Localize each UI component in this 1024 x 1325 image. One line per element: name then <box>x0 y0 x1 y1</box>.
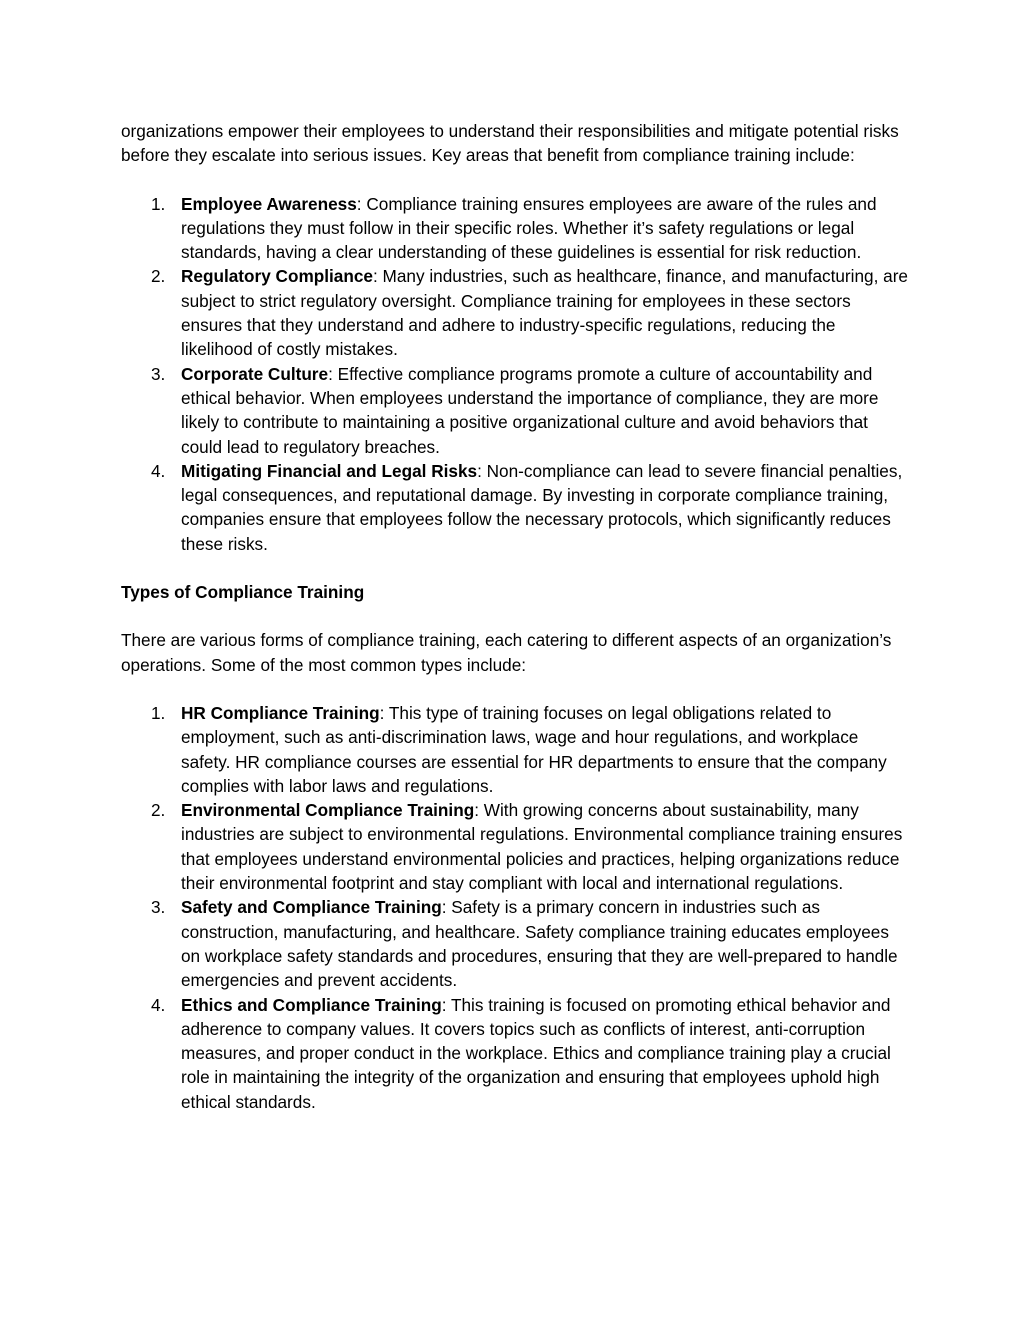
list-item-text: : Effective compliance programs promote a culture of accountability and ethical behavior. When employees understand the importance of compliance, they are more likely to contribute to maintaining a positive organizational culture and avoid behaviors that could lead to regulatory breaches. <box>181 363 879 457</box>
list-number: 2. <box>151 800 166 821</box>
list-item <box>121 701 911 798</box>
list-number: 4. <box>151 460 166 481</box>
list-item-text: : Safety is a primary concern in industries such as construction, manufacturing, and healthcare. Safety compliance training educates employees on workplace safety standards and procedures, ensuring that they are well-prepared to handle emergencies and prevent accidents. <box>181 897 898 991</box>
list-number: 3. <box>151 897 166 918</box>
list-item-text: : Many industries, such as healthcare, finance, and manufacturing, are subject to strict regulatory oversight. Compliance training for employees in these sectors ensures that they understand and adhere to industry-specific regulations, reducing the likelihood of costly mistakes. <box>181 266 908 360</box>
list-number: 2. <box>151 266 166 287</box>
list-item <box>121 895 911 992</box>
key-areas-list <box>121 192 911 556</box>
list-item-text: : With growing concerns about sustainability, many industries are subject to environmental regulations. Environmental compliance training ensures that employees understand environmental policies and practices, helping organizations reduce their environmental footprint and stay compliant with local and international regulations. <box>181 800 903 894</box>
section-paragraph: There are various forms of compliance training, each catering to different aspects of an organization’s operations. Some of the most common types include: <box>121 630 892 675</box>
list-item <box>121 264 911 361</box>
list-item-text: : Compliance training ensures employees are aware of the rules and regulations they must follow in their specific roles. Whether it’s safety regulations or legal standards, having a clear understanding of these guidelines is essential for risk reduction. <box>181 193 877 263</box>
list-number: 4. <box>151 994 166 1015</box>
list-number: 3. <box>151 363 166 384</box>
list-item-text: : Non-compliance can lead to severe financial penalties, legal consequences, and reputational damage. By investing in corporate compliance training, companies ensure that employees follow the necessary protocols, which significantly reduces these risks. <box>181 460 903 554</box>
intro-paragraph: organizations empower their employees to understand their responsibilities and mitigate potential risks before they escalate into serious issues. Key areas that benefit from compliance training include: <box>121 121 899 166</box>
list-item-term: Employee Awareness <box>181 193 357 214</box>
list-item-term: Environmental Compliance Training <box>181 800 475 821</box>
list-item-term: HR Compliance Training <box>181 702 380 723</box>
list-item <box>121 798 911 895</box>
list-item-text: : This training is focused on promoting ethical behavior and adherence to company values. It covers topics such as conflicts of interest, anti-corruption measures, and proper conduct in the workplace. Ethics and compliance training play a crucial role in maintaining the integrity of the organization and ensuring that employees uphold high ethical standards. <box>181 994 891 1112</box>
list-item-term: Mitigating Financial and Legal Risks <box>181 460 478 481</box>
list-item-term: Ethics and Compliance Training <box>181 994 442 1015</box>
document-page <box>121 119 911 1114</box>
list-item <box>121 192 911 265</box>
list-item <box>121 362 911 459</box>
list-item-text: : This type of training focuses on legal obligations related to employment, such as anti-discrimination laws, wage and hour regulations, and workplace safety. HR compliance courses are essential for HR departments to ensure that the company complies with labor laws and regulations. <box>181 702 887 796</box>
list-item-term: Regulatory Compliance <box>181 266 373 287</box>
list-item <box>121 993 911 1114</box>
list-number: 1. <box>151 193 166 214</box>
list-item <box>121 459 911 556</box>
training-types-list <box>121 701 911 1114</box>
section-heading: Types of Compliance Training <box>121 582 365 603</box>
list-item-term: Corporate Culture <box>181 363 329 384</box>
list-item-term: Safety and Compliance Training <box>181 897 442 918</box>
list-number: 1. <box>151 702 166 723</box>
